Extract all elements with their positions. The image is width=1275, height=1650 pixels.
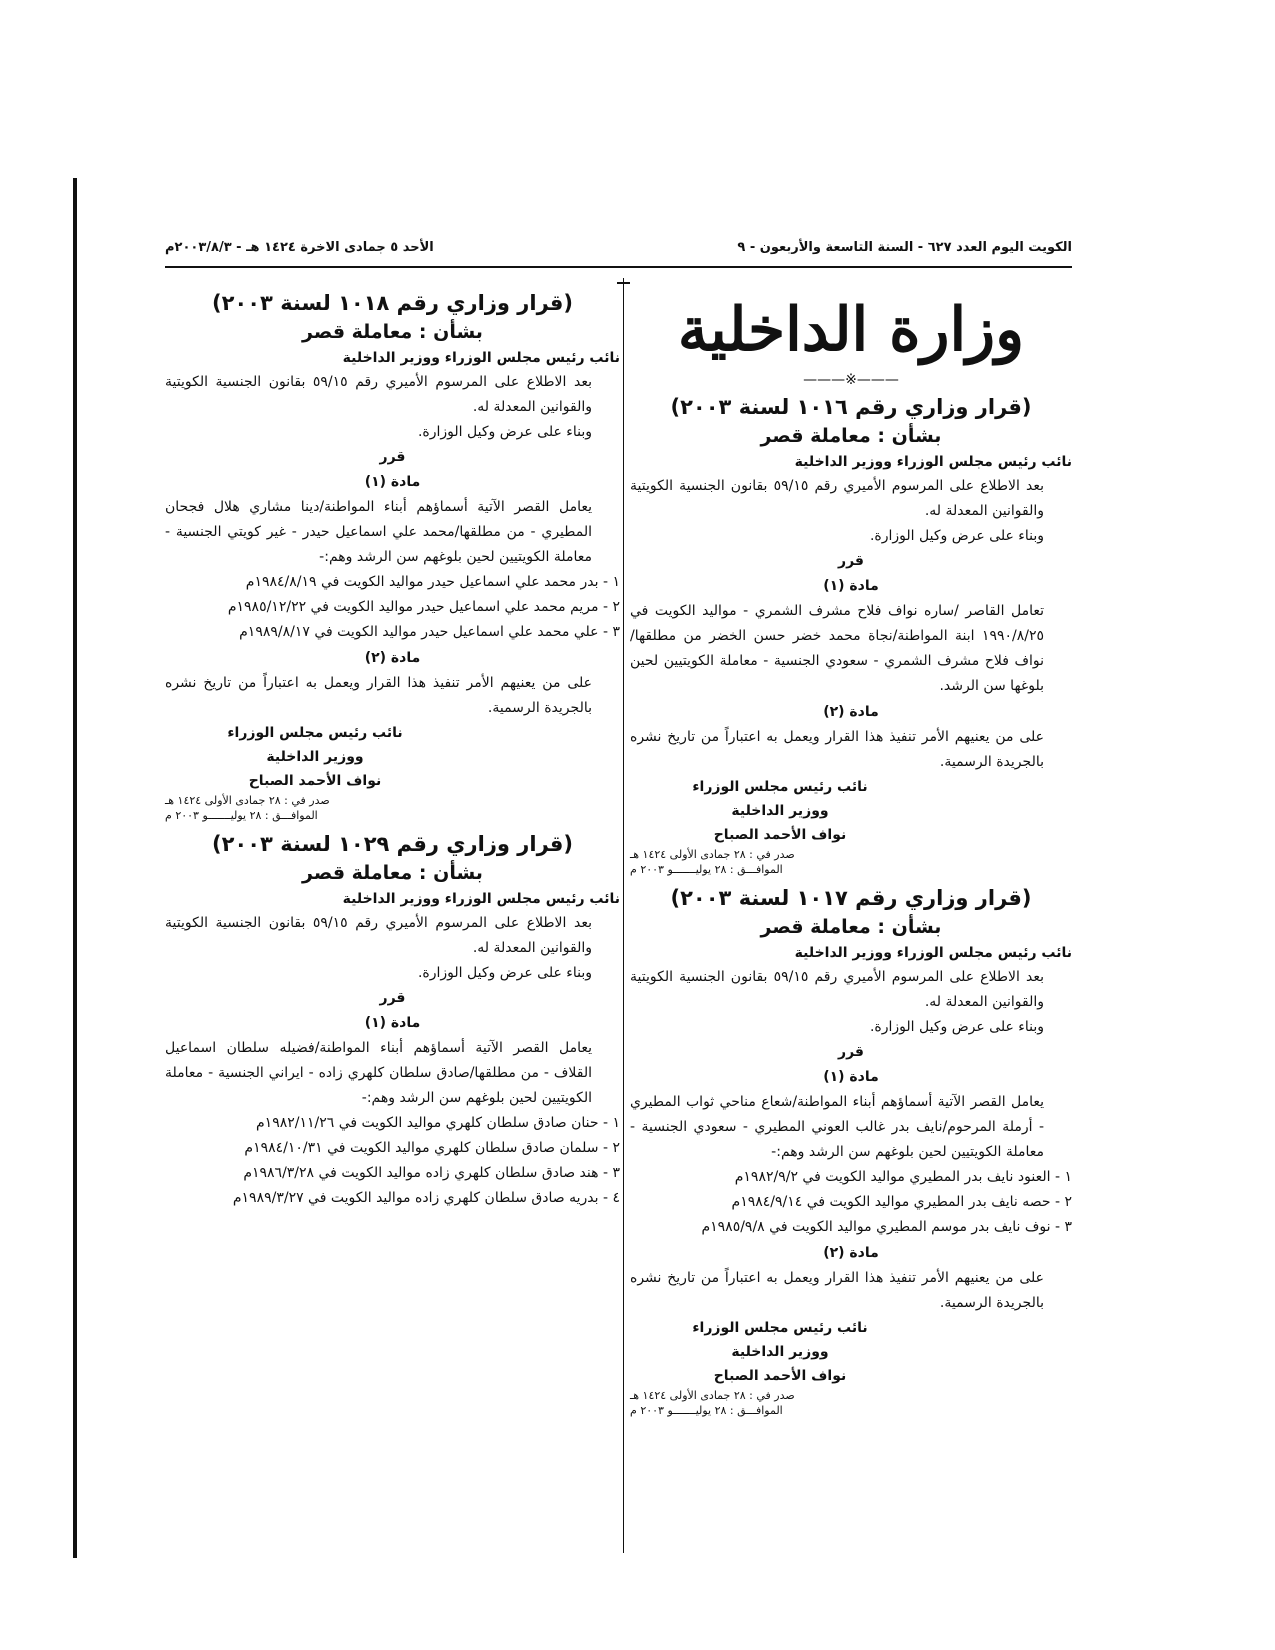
decided-label: قرر <box>838 553 864 569</box>
article-1-text: يعامل القصر الآتية أسماؤهم أبناء المواطنة/دينا مشاري هلال فجحان المطيري - من مطلقها/محمد علي اسماعيل حيدر - غير كويتي الجنسية - معاملة الكويتيين لحين بلوغهم سن الرشد وهم:- <box>165 499 592 565</box>
list-item: ١ - بدر محمد علي اسماعيل حيدر مواليد الكويت في ١٩٨٤/٨/١٩م <box>245 574 620 590</box>
page-header <box>165 240 1072 266</box>
list-item: ٢ - حصه نايف بدر المطيري مواليد الكويت في ١٩٨٤/٩/١٤م <box>731 1194 1072 1210</box>
list-item: ١ - العنود نايف بدر المطيري مواليد الكويت في ١٩٨٢/٩/٢م <box>734 1169 1072 1185</box>
decision-authority: نائب رئيس مجلس الوزراء ووزير الداخلية <box>342 891 620 907</box>
decision-authority: نائب رئيس مجلس الوزراء ووزير الداخلية <box>794 454 1072 470</box>
article-1-text: يعامل القصر الآتية أسماؤهم أبناء المواطنة/فضيله سلطان اسماعيل القلاف - من مطلقها/صادق سلطان كلهري زاده - ايراني الجنسية - معاملة الكويتيين لحين بلوغهم سن الرشد وهم:- <box>165 1040 592 1106</box>
decision-subject: بشأن : معاملة قصر <box>302 862 483 884</box>
article-1-heading: مادة (١) <box>364 474 421 490</box>
list-item: ٤ - بدريه صادق سلطان كلهري زاده مواليد الكويت في ١٩٨٩/٣/٢٧م <box>232 1190 620 1206</box>
signature-title: نائب رئيس مجلس الوزراء <box>692 779 868 795</box>
decision-authority: نائب رئيس مجلس الوزراء ووزير الداخلية <box>342 350 620 366</box>
signature-role: ووزير الداخلية <box>731 1344 829 1360</box>
header-date: الأحد ٥ جمادى الاخرة ١٤٢٤ هـ - ٢٠٠٣/٨/٣م <box>165 240 434 255</box>
issue-date-gregorian: الموافـــق : ٢٨ يوليـــــــو ٢٠٠٣ م <box>630 1404 783 1417</box>
column-divider <box>623 278 624 1553</box>
signature-name: نواف الأحمد الصباح <box>248 773 382 789</box>
preamble: بعد الاطلاع على المرسوم الأميري رقم ٥٩/١٥ بقانون الجنسية الكويتية والقوانين المعدلة له. <box>165 374 592 415</box>
decided-label: قرر <box>838 1044 864 1060</box>
issue-date-gregorian: الموافـــق : ٢٨ يوليـــــــو ٢٠٠٣ م <box>165 809 318 822</box>
issue-dates <box>165 793 620 823</box>
decision-1018 <box>165 288 620 823</box>
article-1-text: يعامل القصر الآتية أسماؤهم أبناء المواطنة/شعاع مناحي ثواب المطيري - أرملة المرحوم/نايف بدر غالب العوني المطيري - سعودي الجنسية - معاملة الكويتيين لحين بلوغهم سن الرشد وهم:- <box>630 1094 1044 1160</box>
article-1-heading: مادة (١) <box>823 1069 879 1085</box>
decision-1017 <box>630 883 1072 1418</box>
list-item: ٣ - علي محمد علي اسماعيل حيدر مواليد الكويت في ١٩٨٩/٨/١٧م <box>239 624 620 640</box>
decision-title: (قرار وزاري رقم ١٠١٨ لسنة ٢٠٠٣) <box>212 291 573 315</box>
issue-date-hijri: صدر في : ٢٨ جمادى الأولى ١٤٢٤ هـ <box>165 794 330 807</box>
decision-1016 <box>630 392 1072 877</box>
decision-title: (قرار وزاري رقم ١٠١٦ لسنة ٢٠٠٣) <box>670 395 1032 419</box>
signature-role: ووزير الداخلية <box>731 803 829 819</box>
article-2-heading: مادة (٢) <box>823 704 879 720</box>
left-column <box>165 288 620 1217</box>
ornament-divider: ———※——— <box>803 372 899 388</box>
preamble: بعد الاطلاع على المرسوم الأميري رقم ٥٩/١٥ بقانون الجنسية الكويتية والقوانين المعدلة له. <box>165 915 592 956</box>
decision-authority: نائب رئيس مجلس الوزراء ووزير الداخلية <box>794 945 1072 961</box>
article-1-heading: مادة (١) <box>364 1015 421 1031</box>
decision-title: (قرار وزاري رقم ١٠٢٩ لسنة ٢٠٠٣) <box>212 832 573 856</box>
signature-block <box>690 775 870 847</box>
signature-name: نواف الأحمد الصباح <box>713 827 847 843</box>
issue-date-hijri: صدر في : ٢٨ جمادى الأولى ١٤٢٤ هـ <box>630 1389 795 1402</box>
issue-dates <box>630 1388 1072 1418</box>
preamble-2: وبناء على عرض وكيل الوزارة. <box>417 424 592 440</box>
article-1-text: تعامل القاصر /ساره نواف فلاح مشرف الشمري - مواليد الكويت في ١٩٩٠/٨/٢٥ ابنة المواطنة/نجاة محمد خضر حسن الخضر من مطلقها/نواف فلاح مشرف الشمري - سعودي الجنسية - معاملة الكويتيين لحين بلوغها سن الرشد. <box>630 603 1044 694</box>
list-item: ١ - حنان صادق سلطان كلهري مواليد الكويت في ١٩٨٢/١١/٢٦م <box>256 1115 620 1131</box>
header-issue: الكويت اليوم العدد ٦٢٧ - السنة التاسعة والأربعون - ٩ <box>737 240 1072 255</box>
article-2-text: على من يعنيهم الأمر تنفيذ هذا القرار ويعمل به اعتباراً من تاريخ نشره بالجريدة الرسمية. <box>165 675 592 716</box>
preamble: بعد الاطلاع على المرسوم الأميري رقم ٥٩/١٥ بقانون الجنسية الكويتية والقوانين المعدلة له. <box>630 969 1044 1010</box>
binding-edge <box>73 178 77 1558</box>
column-divider-cross <box>617 282 630 284</box>
article-2-heading: مادة (٢) <box>823 1245 879 1261</box>
decided-label: قرر <box>379 449 406 465</box>
preamble-2: وبناء على عرض وكيل الوزارة. <box>417 965 592 981</box>
header-divider <box>165 266 1072 268</box>
issue-date-gregorian: الموافـــق : ٢٨ يوليـــــــو ٢٠٠٣ م <box>630 863 783 876</box>
decision-subject: بشأن : معاملة قصر <box>302 321 483 343</box>
right-column <box>630 290 1072 1424</box>
minors-list <box>630 1165 1072 1240</box>
article-2-text: على من يعنيهم الأمر تنفيذ هذا القرار ويعمل به اعتباراً من تاريخ نشره بالجريدة الرسمية. <box>630 729 1044 770</box>
preamble-2: وبناء على عرض وكيل الوزارة. <box>869 528 1044 544</box>
article-2-text: على من يعنيهم الأمر تنفيذ هذا القرار ويعمل به اعتباراً من تاريخ نشره بالجريدة الرسمية. <box>630 1270 1044 1311</box>
list-item: ٣ - نوف نايف بدر موسم المطيري مواليد الكويت في ١٩٨٥/٩/٨م <box>701 1219 1072 1235</box>
decision-title: (قرار وزاري رقم ١٠١٧ لسنة ٢٠٠٣) <box>670 886 1032 910</box>
preamble: بعد الاطلاع على المرسوم الأميري رقم ٥٩/١٥ بقانون الجنسية الكويتية والقوانين المعدلة له. <box>630 478 1044 519</box>
preamble-2: وبناء على عرض وكيل الوزارة. <box>869 1019 1044 1035</box>
minors-list <box>165 570 620 645</box>
decision-subject: بشأن : معاملة قصر <box>760 916 942 938</box>
signature-title: نائب رئيس مجلس الوزراء <box>692 1320 868 1336</box>
signature-role: ووزير الداخلية <box>266 749 364 765</box>
ministry-title: وزارة الداخلية <box>677 295 1025 365</box>
decision-1029 <box>165 829 620 1211</box>
signature-name: نواف الأحمد الصباح <box>713 1368 847 1384</box>
signature-block <box>690 1316 870 1388</box>
article-2-heading: مادة (٢) <box>364 650 421 666</box>
list-item: ٣ - هند صادق سلطان كلهري زاده مواليد الكويت في ١٩٨٦/٣/٢٨م <box>243 1165 620 1181</box>
article-1-heading: مادة (١) <box>823 578 879 594</box>
signature-title: نائب رئيس مجلس الوزراء <box>227 725 403 741</box>
issue-date-hijri: صدر في : ٢٨ جمادى الأولى ١٤٢٤ هـ <box>630 848 795 861</box>
signature-block <box>225 721 405 793</box>
decision-subject: بشأن : معاملة قصر <box>760 425 942 447</box>
decided-label: قرر <box>379 990 406 1006</box>
issue-dates <box>630 847 1072 877</box>
list-item: ٢ - مريم محمد علي اسماعيل حيدر مواليد الكويت في ١٩٨٥/١٢/٢٢م <box>227 599 620 615</box>
list-item: ٢ - سلمان صادق سلطان كلهري مواليد الكويت في ١٩٨٤/١٠/٣١م <box>244 1140 620 1156</box>
minors-list <box>165 1111 620 1211</box>
